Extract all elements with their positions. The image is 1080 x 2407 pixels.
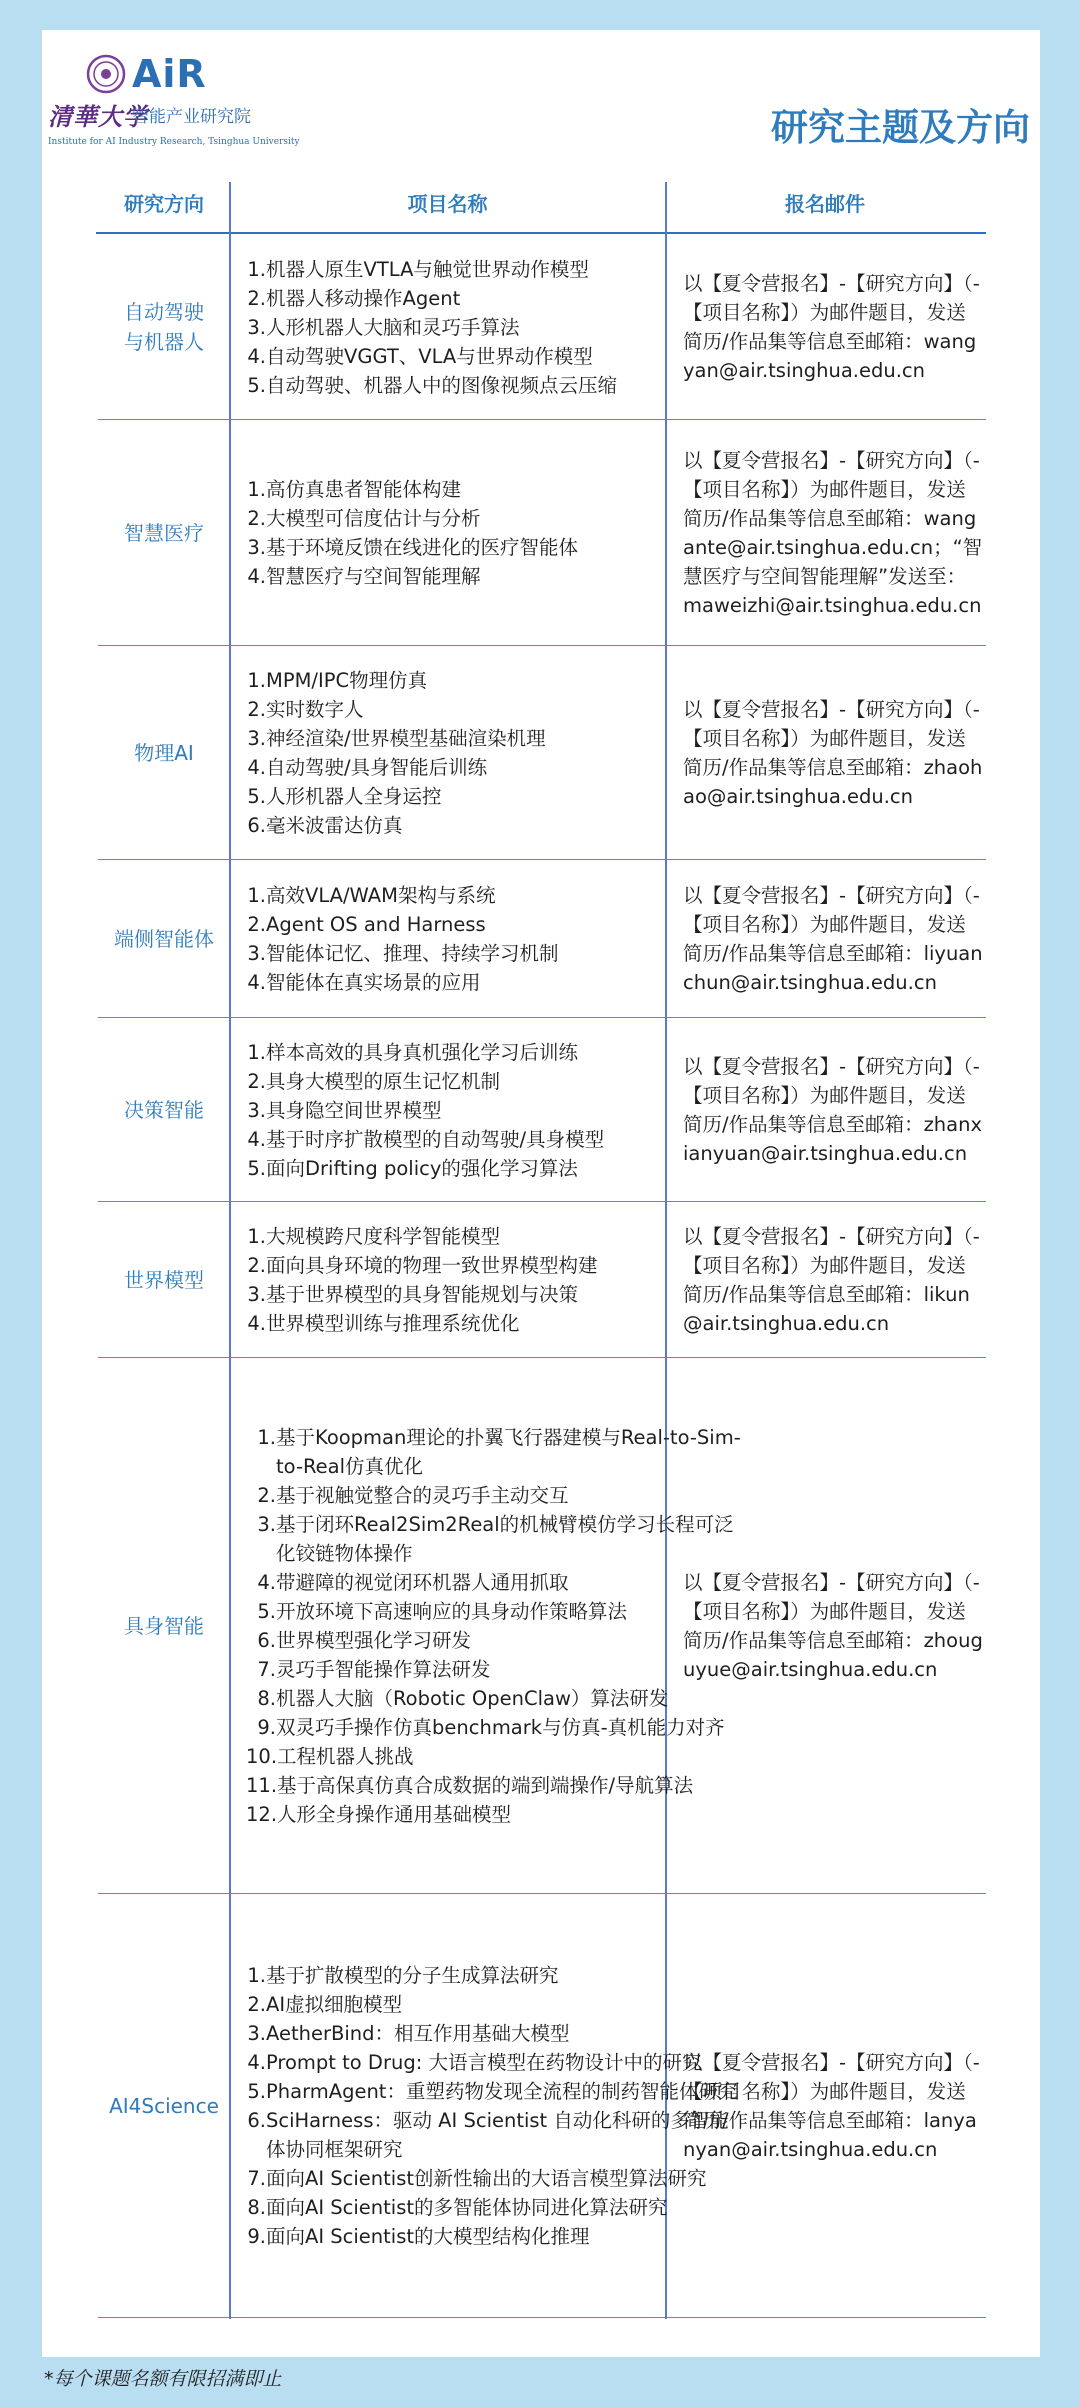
email-text: 以【夏令营报名】-【研究方向】（-【项目名称】）为邮件题目，发送简历/作品集等信息至邮箱：wangyan@air.tsinghua.edu.cn: [683, 272, 980, 382]
item-number: 5.: [257, 1600, 276, 1623]
tsinghua-calligraphy: 清華大学: [48, 102, 148, 131]
signup-email-instructions: [683, 1202, 983, 1358]
item-number: 5.: [247, 2080, 266, 2103]
page-title: 研究主题及方向: [771, 106, 1030, 149]
project-name: 样本高效的具身真机强化学习后训练: [266, 1040, 579, 1064]
project-item: [246, 1423, 746, 1481]
project-item: [246, 2106, 746, 2164]
project-name: 基于闭环Real2Sim2Real的机械臂模仿学习长程可泛化铰链物体操作: [276, 1513, 734, 1565]
research-direction: 物理AI: [134, 741, 194, 765]
item-number: 1.: [247, 478, 266, 501]
item-number: 3.: [247, 1098, 266, 1122]
project-item: [246, 666, 546, 695]
project-name: 机器人移动操作Agent: [266, 286, 461, 310]
project-item: [246, 2222, 746, 2251]
project-name: MPM/IPC物理仿真: [266, 669, 428, 692]
project-name: 实时数字人: [266, 698, 364, 721]
project-item: [246, 1251, 598, 1280]
project-name: 大模型可信度估计与分析: [266, 507, 481, 530]
item-number: 2.: [247, 286, 266, 310]
project-name: PharmAgent：重塑药物发现全流程的制药智能体研究: [266, 2080, 738, 2103]
project-item: [246, 2019, 746, 2048]
item-number: 4.: [247, 756, 266, 779]
header-project: 项目名称: [407, 192, 488, 216]
project-item: [246, 1568, 746, 1597]
project-name: 世界模型训练与推理系统优化: [266, 1312, 520, 1335]
item-number: 9.: [257, 1716, 276, 1739]
project-name: 面向Drifting policy的强化学习算法: [266, 1156, 578, 1180]
project-name: 人形机器人全身运控: [266, 785, 442, 808]
research-direction: 端侧智能体: [114, 927, 214, 951]
project-name: 基于环境反馈在线进化的医疗智能体: [266, 536, 579, 559]
project-item: [246, 2193, 746, 2222]
research-direction: AI4Science: [109, 2094, 219, 2118]
project-name: 高效VLA/WAM架构与系统: [266, 884, 496, 907]
project-list: [246, 860, 746, 1018]
project-list: [246, 1018, 746, 1202]
project-item: [246, 1481, 746, 1510]
research-direction: 具身智能: [124, 1614, 204, 1638]
item-number: 2.: [247, 913, 266, 936]
project-item: [246, 1990, 746, 2019]
project-name: 面向AI Scientist创新性输出的大语言模型算法研究: [266, 2167, 707, 2190]
table-row: [98, 234, 986, 420]
item-number: 1.: [247, 257, 266, 281]
project-item: [246, 1961, 746, 1990]
project-name: AI虚拟细胞模型: [266, 1993, 403, 2016]
item-number: 4.: [247, 1127, 266, 1151]
project-name: 具身隐空间世界模型: [266, 1098, 442, 1122]
project-name: 双灵巧手操作仿真benchmark与仿真-真机能力对齐: [276, 1716, 725, 1739]
email-text: 以【夏令营报名】-【研究方向】（-【项目名称】）为邮件题目，发送简历/作品集等信息至邮箱：likun@air.tsinghua.edu.cn: [683, 1225, 980, 1335]
project-list: [246, 1202, 746, 1358]
research-direction: 自动驾驶 与机器人: [124, 300, 204, 354]
item-number: 3.: [247, 2022, 266, 2045]
project-name: 自动驾驶/具身智能后训练: [266, 756, 488, 779]
item-number: 1.: [247, 669, 266, 692]
project-item: [246, 724, 546, 753]
project-list: [246, 1358, 746, 1894]
project-item: [246, 1597, 746, 1626]
tsinghua-seal-icon: [86, 54, 126, 94]
project-item: [246, 1655, 746, 1684]
project-name: 世界模型强化学习研发: [276, 1629, 472, 1652]
signup-email-instructions: [683, 1018, 983, 1202]
signup-email-instructions: [683, 860, 983, 1018]
project-name: 面向具身环境的物理一致世界模型构建: [266, 1254, 598, 1277]
project-name: 人形全身操作通用基础模型: [277, 1803, 512, 1826]
project-name: SciHarness：驱动 AI Scientist 自动化科研的多智能体协同框架研究: [266, 2109, 729, 2161]
signup-email-instructions: [683, 646, 983, 860]
item-number: 2.: [247, 1069, 266, 1093]
signup-email-instructions: [683, 420, 983, 646]
project-item: [246, 811, 546, 840]
project-name: 基于视触觉整合的灵巧手主动交互: [276, 1484, 569, 1507]
project-item: [246, 695, 546, 724]
project-name: 基于Koopman理论的扑翼飞行器建模与Real-to-Sim-to-Real仿真优化: [276, 1426, 741, 1478]
item-number: 3.: [247, 727, 266, 750]
table-row: [98, 1202, 986, 1358]
item-number: 4.: [247, 344, 266, 368]
project-name: 基于高保真仿真合成数据的端到端操作/导航算法: [277, 1774, 694, 1797]
project-item: [246, 475, 578, 504]
item-number: 4.: [247, 971, 266, 994]
item-number: 10.: [246, 1745, 278, 1768]
table-row: [98, 646, 986, 860]
project-name: 智慧医疗与空间智能理解: [266, 565, 481, 588]
project-item: [246, 533, 578, 562]
email-text: 以【夏令营报名】-【研究方向】（-【项目名称】）为邮件题目，发送简历/作品集等信息至邮箱：zhaohao@air.tsinghua.edu.cn: [683, 698, 983, 808]
signup-email-instructions: [683, 234, 983, 420]
project-item: [246, 562, 578, 591]
item-number: 6.: [247, 2109, 266, 2132]
item-number: 7.: [247, 2167, 266, 2190]
table-row: [98, 860, 986, 1018]
table-row: [98, 1018, 986, 1202]
project-item: [246, 284, 617, 313]
project-item: [246, 753, 546, 782]
item-number: 9.: [247, 2225, 266, 2248]
item-number: 2.: [247, 507, 266, 530]
project-item: [246, 1309, 598, 1338]
project-item: [246, 1626, 746, 1655]
item-number: 1.: [247, 1040, 266, 1064]
item-number: 11.: [246, 1774, 278, 1797]
item-number: 2.: [247, 1254, 266, 1277]
item-number: 12.: [246, 1803, 278, 1826]
project-name: 开放环境下高速响应的具身动作策略算法: [276, 1600, 628, 1623]
project-item: [246, 939, 559, 968]
item-number: 5.: [247, 785, 266, 808]
air-logo-text: AiR: [132, 52, 207, 96]
email-text: 以【夏令营报名】-【研究方向】（-【项目名称】）为邮件题目，发送简历/作品集等信息至邮箱：zhanxianyuan@air.tsinghua.edu.cn: [683, 1055, 983, 1165]
project-name: Agent OS and Harness: [266, 913, 486, 936]
header-email: 报名邮件: [785, 192, 865, 216]
table-row: [98, 1894, 986, 2318]
project-name: 基于扩散模型的分子生成算法研究: [266, 1964, 559, 1987]
item-number: 3.: [257, 1513, 276, 1536]
item-number: 2.: [247, 698, 266, 721]
item-number: 3.: [247, 942, 266, 965]
project-name: 人形机器人大脑和灵巧手算法: [266, 315, 520, 339]
project-item: [246, 1771, 746, 1800]
project-item: [246, 1713, 746, 1742]
project-name: 基于世界模型的具身智能规划与决策: [266, 1283, 579, 1306]
item-number: 8.: [247, 2196, 266, 2219]
table-row: [98, 1358, 986, 1894]
project-item: [246, 1096, 604, 1125]
project-name: 工程机器人挑战: [277, 1745, 414, 1768]
item-number: 4.: [247, 1312, 266, 1335]
project-item: [246, 313, 617, 342]
project-name: 高仿真患者智能体构建: [266, 478, 462, 501]
project-name: 面向AI Scientist的大模型结构化推理: [266, 2225, 590, 2248]
email-text: 以【夏令营报名】-【研究方向】（-【项目名称】）为邮件题目，发送简历/作品集等信息至邮箱：liyuanchun@air.tsinghua.edu.cn: [683, 884, 983, 994]
project-item: [246, 342, 617, 371]
project-name: 自动驾驶VGGT、VLA与世界动作模型: [266, 344, 593, 368]
email-text: 以【夏令营报名】-【研究方向】（-【项目名称】）为邮件题目，发送简历/作品集等信息至邮箱：lanyanyan@air.tsinghua.edu.cn: [683, 2051, 980, 2161]
project-name: 大规模跨尺度科学智能模型: [266, 1225, 501, 1248]
project-item: [246, 1510, 746, 1568]
item-number: 4.: [257, 1571, 276, 1594]
header-direction: 研究方向: [124, 192, 204, 216]
project-item: [246, 1154, 604, 1183]
project-item: [246, 1222, 598, 1251]
item-number: 6.: [257, 1629, 276, 1652]
project-name: 带避障的视觉闭环机器人通用抓取: [276, 1571, 569, 1594]
project-name: 基于时序扩散模型的自动驾驶/具身模型: [266, 1127, 605, 1151]
item-number: 3.: [247, 536, 266, 559]
project-item: [246, 2164, 746, 2193]
project-item: [246, 1067, 604, 1096]
item-number: 3.: [247, 1283, 266, 1306]
institute-en-name: Institute for AI Industry Research, Tsinghua University: [48, 137, 300, 147]
project-item: [246, 1800, 746, 1829]
project-item: [246, 2048, 746, 2077]
project-item: [246, 782, 546, 811]
project-item: [246, 968, 559, 997]
project-name: 毫米波雷达仿真: [266, 814, 403, 837]
institute-cn-name: 智能产业研究院: [132, 107, 251, 127]
signup-email-instructions: [683, 1358, 983, 1894]
project-item: [246, 1280, 598, 1309]
email-text: 以【夏令营报名】-【研究方向】（-【项目名称】）为邮件题目，发送简历/作品集等信息至邮箱：wangante@air.tsinghua.edu.cn；“智慧医疗与空间智能理解”发送至：maweizhi@air.tsinghua.edu.cn: [683, 449, 983, 617]
item-number: 2.: [257, 1484, 276, 1507]
project-list: [246, 234, 746, 420]
project-item: [246, 1684, 746, 1713]
project-item: [246, 255, 617, 284]
item-number: 8.: [257, 1687, 276, 1710]
item-number: 1.: [247, 1225, 266, 1248]
research-direction: 决策智能: [124, 1098, 204, 1122]
project-name: 机器人大脑（Robotic OpenClaw）算法研发: [276, 1687, 669, 1710]
project-item: [246, 2077, 746, 2106]
project-name: 神经渲染/世界模型基础渲染机理: [266, 727, 546, 750]
project-item: [246, 504, 578, 533]
project-item: [246, 1038, 604, 1067]
institute-logo: [48, 54, 318, 174]
project-name: AetherBind：相互作用基础大模型: [266, 2022, 570, 2045]
item-number: 1.: [247, 884, 266, 907]
project-item: [246, 1125, 604, 1154]
table-row: [98, 420, 986, 646]
project-item: [246, 371, 617, 400]
item-number: 7.: [257, 1658, 276, 1681]
project-name: 灵巧手智能操作算法研发: [276, 1658, 491, 1681]
research-direction: 智慧医疗: [124, 521, 204, 545]
project-list: [246, 1894, 746, 2318]
item-number: 5.: [247, 373, 266, 397]
signup-email-instructions: [683, 1894, 983, 2318]
row-divider: [98, 2317, 986, 2318]
email-text: 以【夏令营报名】-【研究方向】（-【项目名称】）为邮件题目，发送简历/作品集等信息至邮箱：zhouguyue@air.tsinghua.edu.cn: [683, 1571, 983, 1681]
footnote: *每个课题名额有限招满即止: [44, 2368, 282, 2390]
project-name: 面向AI Scientist的多智能体协同进化算法研究: [266, 2196, 668, 2219]
project-item: [246, 910, 559, 939]
project-list: [246, 420, 746, 646]
project-name: Prompt to Drug: 大语言模型在药物设计中的研究: [266, 2051, 702, 2074]
project-item: [246, 881, 559, 910]
project-name: 具身大模型的原生记忆机制: [266, 1069, 501, 1093]
research-direction: 世界模型: [124, 1268, 204, 1292]
project-name: 智能体记忆、推理、持续学习机制: [266, 942, 559, 965]
project-name: 自动驾驶、机器人中的图像视频点云压缩: [266, 373, 618, 397]
project-name: 机器人原生VTLA与触觉世界动作模型: [266, 257, 589, 281]
item-number: 4.: [247, 2051, 266, 2074]
item-number: 3.: [247, 315, 266, 339]
project-name: 智能体在真实场景的应用: [266, 971, 481, 994]
project-list: [246, 646, 746, 860]
item-number: 1.: [257, 1426, 276, 1449]
project-item: [246, 1742, 746, 1771]
item-number: 6.: [247, 814, 266, 837]
item-number: 2.: [247, 1993, 266, 2016]
item-number: 1.: [247, 1964, 266, 1987]
item-number: 5.: [247, 1156, 266, 1180]
item-number: 4.: [247, 565, 266, 588]
